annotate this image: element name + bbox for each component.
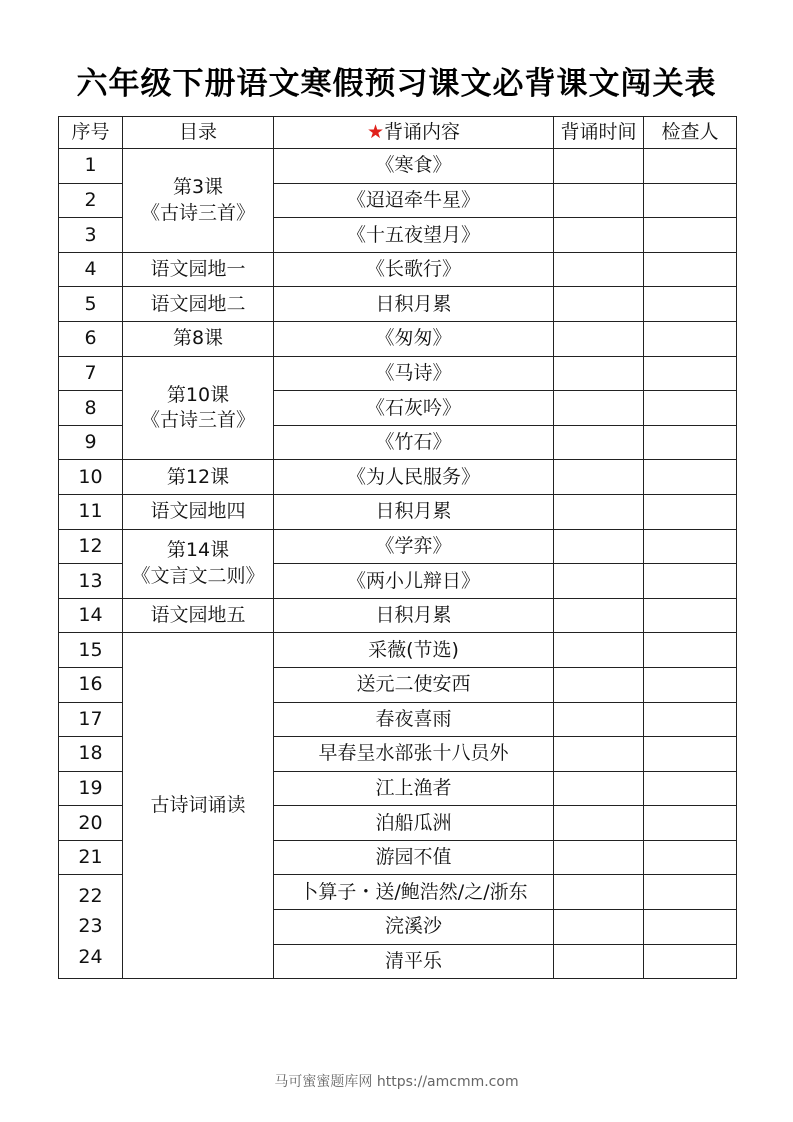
row-number: 7 [59, 356, 123, 391]
content-cell: 《长歌行》 [274, 252, 554, 287]
header-number: 序号 [59, 117, 123, 149]
checker-cell[interactable] [644, 702, 737, 737]
row-number: 9 [59, 425, 123, 460]
row-number: 14 [59, 598, 123, 633]
row-number: 15 [59, 633, 123, 668]
row-number: 8 [59, 391, 123, 426]
row-number: 6 [59, 321, 123, 356]
table-row [59, 494, 737, 529]
table-row [59, 149, 737, 184]
catalog-cell: 古诗词诵读 [123, 633, 274, 979]
content-cell: 采薇(节选) [274, 633, 554, 668]
time-cell[interactable] [554, 633, 644, 668]
content-cell: 《匆匆》 [274, 321, 554, 356]
content-cell: 送元二使安西 [274, 667, 554, 702]
content-cell: 《寒食》 [274, 149, 554, 184]
time-cell[interactable] [554, 460, 644, 495]
row-number: 19 [59, 771, 123, 806]
time-cell[interactable] [554, 149, 644, 184]
header-time: 背诵时间 [554, 117, 644, 149]
time-cell[interactable] [554, 598, 644, 633]
catalog-cell: 语文园地四 [123, 494, 274, 529]
table-row [59, 287, 737, 322]
checker-cell[interactable] [644, 494, 737, 529]
time-cell[interactable] [554, 771, 644, 806]
checker-cell[interactable] [644, 356, 737, 391]
row-number: 20 [59, 806, 123, 841]
checker-cell[interactable] [644, 252, 737, 287]
checker-cell[interactable] [644, 287, 737, 322]
row-number: 12 [59, 529, 123, 564]
content-cell: 浣溪沙 [274, 910, 554, 945]
content-cell: 《竹石》 [274, 425, 554, 460]
content-cell: 日积月累 [274, 494, 554, 529]
content-cell: 泊船瓜洲 [274, 806, 554, 841]
checker-cell[interactable] [644, 598, 737, 633]
content-cell: 春夜喜雨 [274, 702, 554, 737]
table-row [59, 321, 737, 356]
time-cell[interactable] [554, 875, 644, 910]
row-number: 22 [78, 884, 103, 907]
row-number: 21 [59, 840, 123, 875]
time-cell[interactable] [554, 910, 644, 945]
checker-cell[interactable] [644, 910, 737, 945]
content-cell: 卜算子・送/鲍浩然/之/浙东 [274, 875, 554, 910]
page-title: 六年级下册语文寒假预习课文必背课文闯关表 [76, 66, 717, 102]
time-cell[interactable] [554, 356, 644, 391]
table-header-row [59, 117, 737, 149]
checker-cell[interactable] [644, 633, 737, 668]
content-cell: 《两小儿辩日》 [274, 564, 554, 599]
time-cell[interactable] [554, 321, 644, 356]
content-cell: 《为人民服务》 [274, 460, 554, 495]
content-cell: 《十五夜望月》 [274, 218, 554, 253]
time-cell[interactable] [554, 494, 644, 529]
row-number: 13 [59, 564, 123, 599]
checker-cell[interactable] [644, 840, 737, 875]
checker-cell[interactable] [644, 183, 737, 218]
star-icon: ★ [366, 121, 385, 144]
checker-cell[interactable] [644, 218, 737, 253]
catalog-title: 《古诗三首》 [140, 409, 255, 432]
catalog-lesson: 第14课 [166, 539, 230, 562]
time-cell[interactable] [554, 564, 644, 599]
checker-cell[interactable] [644, 149, 737, 184]
time-cell[interactable] [554, 667, 644, 702]
row-number: 10 [59, 460, 123, 495]
time-cell[interactable] [554, 252, 644, 287]
time-cell[interactable] [554, 737, 644, 772]
catalog-cell: 第12课 [123, 460, 274, 495]
catalog-lesson: 第3课 [172, 176, 224, 199]
checker-cell[interactable] [644, 425, 737, 460]
time-cell[interactable] [554, 529, 644, 564]
table-row [59, 633, 737, 668]
checker-cell[interactable] [644, 321, 737, 356]
row-number-group [59, 875, 123, 979]
content-cell: 《马诗》 [274, 356, 554, 391]
time-cell[interactable] [554, 702, 644, 737]
catalog-cell [123, 529, 274, 598]
time-cell[interactable] [554, 218, 644, 253]
row-number: 1 [59, 149, 123, 184]
content-cell: 日积月累 [274, 287, 554, 322]
time-cell[interactable] [554, 944, 644, 979]
row-number: 3 [59, 218, 123, 253]
table-row [59, 598, 737, 633]
content-cell: 《石灰吟》 [274, 391, 554, 426]
header-checker: 检查人 [644, 117, 737, 149]
time-cell[interactable] [554, 183, 644, 218]
time-cell[interactable] [554, 806, 644, 841]
catalog-cell: 语文园地二 [123, 287, 274, 322]
row-number: 16 [59, 667, 123, 702]
row-number: 18 [59, 737, 123, 772]
checker-cell[interactable] [644, 529, 737, 564]
content-cell: 《学弈》 [274, 529, 554, 564]
content-cell: 日积月累 [274, 598, 554, 633]
time-cell[interactable] [554, 391, 644, 426]
header-content [274, 117, 554, 149]
content-cell: 游园不值 [274, 840, 554, 875]
catalog-cell: 语文园地一 [123, 252, 274, 287]
time-cell[interactable] [554, 425, 644, 460]
table-row [59, 356, 737, 391]
checker-cell[interactable] [644, 737, 737, 772]
row-number: 23 [78, 915, 103, 938]
content-cell: 早春呈水部张十八员外 [274, 737, 554, 772]
recitation-table [58, 116, 737, 979]
catalog-cell [123, 149, 274, 253]
checker-cell[interactable] [644, 875, 737, 910]
footer-watermark: 马可蜜蜜题库网 https://amcmm.com [274, 1074, 519, 1090]
row-number: 24 [78, 946, 103, 969]
content-cell: 《迢迢牵牛星》 [274, 183, 554, 218]
row-number: 2 [59, 183, 123, 218]
row-number: 11 [59, 494, 123, 529]
checker-cell[interactable] [644, 460, 737, 495]
catalog-cell [123, 356, 274, 460]
catalog-lesson: 第10课 [166, 383, 230, 406]
content-cell: 江上渔者 [274, 771, 554, 806]
checker-cell[interactable] [644, 391, 737, 426]
checker-cell[interactable] [644, 667, 737, 702]
time-cell[interactable] [554, 287, 644, 322]
row-number: 17 [59, 702, 123, 737]
catalog-title: 《文言文二则》 [131, 565, 265, 588]
catalog-title: 《古诗三首》 [140, 201, 255, 224]
catalog-cell: 第8课 [123, 321, 274, 356]
checker-cell[interactable] [644, 806, 737, 841]
table-row [59, 252, 737, 287]
row-number: 5 [59, 287, 123, 322]
catalog-cell: 语文园地五 [123, 598, 274, 633]
content-cell: 清平乐 [274, 944, 554, 979]
time-cell[interactable] [554, 840, 644, 875]
checker-cell[interactable] [644, 771, 737, 806]
header-content-label: 背诵内容 [384, 121, 461, 144]
table-row [59, 529, 737, 564]
checker-cell[interactable] [644, 944, 737, 979]
table-row [59, 460, 737, 495]
row-number: 4 [59, 252, 123, 287]
header-catalog: 目录 [123, 117, 274, 149]
checker-cell[interactable] [644, 564, 737, 599]
